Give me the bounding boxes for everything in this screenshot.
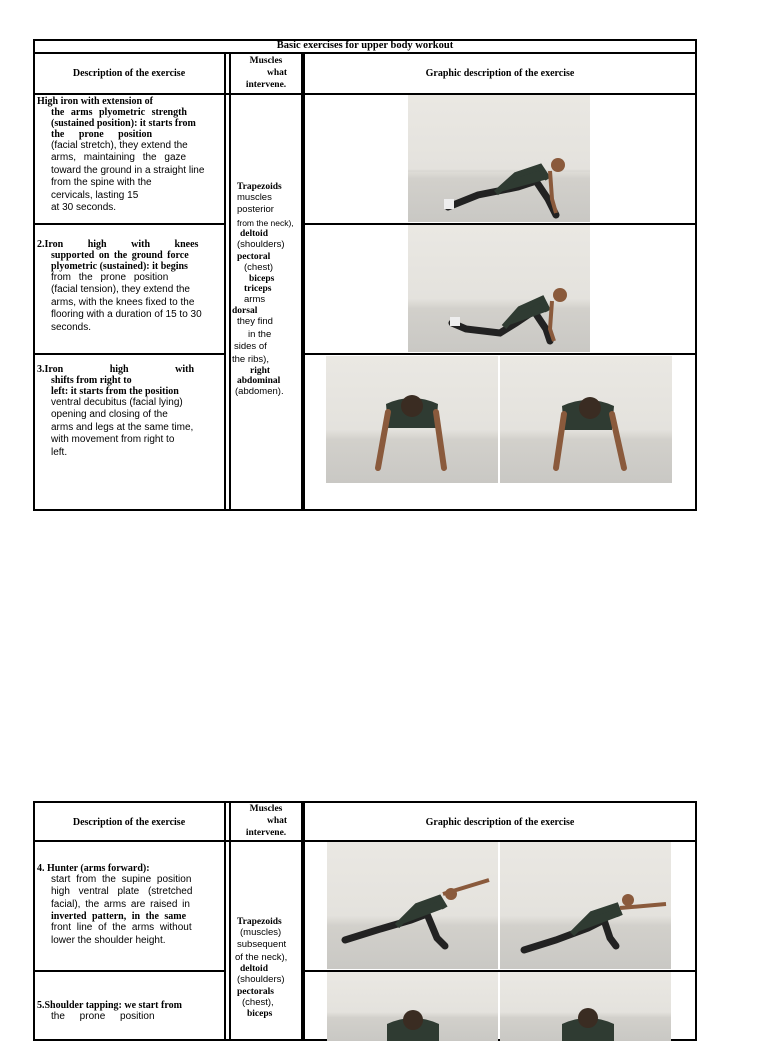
muscle-line: Trapezoids	[237, 917, 282, 927]
desc-line: the arms plyometric strength	[51, 107, 187, 118]
exercise-5-photo-a	[327, 972, 498, 1041]
desc-line: shifts from right to	[51, 375, 132, 386]
desc-line: lower the shoulder height.	[51, 934, 166, 946]
desc-line: 4. Hunter (arms forward):	[37, 863, 150, 874]
desc-line: High iron with extension of	[37, 96, 153, 107]
desc-line: cervicals, lasting 15	[51, 189, 139, 201]
desc-line: the prone position	[51, 129, 153, 140]
exercise-3-photo-b	[500, 356, 672, 483]
desc-line: left.	[51, 446, 68, 458]
table-title: Basic exercises for upper body workout	[276, 40, 454, 51]
muscle-line: of the neck),	[235, 951, 288, 963]
exercise-2-description	[37, 239, 223, 334]
desc-line: start from the supine position	[51, 874, 192, 885]
exercise-table-2	[33, 801, 697, 1041]
header-muscles-line: Muscles	[249, 804, 283, 814]
muscle-line: (shoulders)	[237, 239, 285, 251]
exercise-1-photo	[408, 95, 590, 222]
muscle-line: from the neck),	[237, 217, 294, 228]
desc-line: high ventral plate (stretched	[51, 886, 193, 898]
muscles-list	[232, 917, 300, 1019]
header-muscles-line: what	[266, 816, 288, 826]
exercise-4-photo-b	[500, 842, 671, 969]
header-description: Description of the exercise	[72, 816, 186, 828]
muscles-list	[232, 182, 300, 398]
muscle-line: biceps	[249, 274, 275, 285]
divider	[33, 223, 226, 225]
header-muscles-line: Muscles	[249, 56, 283, 66]
desc-line: plyometric (sustained): it begins	[51, 261, 188, 272]
desc-line: 2.Iron high with knees	[37, 239, 199, 250]
desc-line: facial), the arms are raised in	[51, 898, 190, 910]
muscle-line: posterior	[237, 204, 274, 216]
muscle-line: (chest),	[242, 996, 274, 1008]
header-muscles-line: intervene.	[245, 80, 287, 90]
desc-line: arms, maintaining the gaze	[51, 152, 187, 164]
muscle-line: sides of	[234, 341, 267, 353]
divider	[229, 52, 231, 511]
muscle-line: biceps	[247, 1009, 273, 1020]
divider	[303, 52, 305, 511]
desc-line: the prone position	[51, 1011, 155, 1022]
desc-line: toward the ground in a straight line	[51, 164, 205, 176]
muscle-line: pectoral	[237, 251, 271, 262]
desc-line: from the prone position	[51, 272, 169, 283]
muscle-line: abdominal	[237, 376, 281, 387]
muscle-line: Trapezoids	[237, 182, 282, 192]
header-muscles	[231, 803, 301, 839]
muscle-line: (abdomen).	[235, 386, 284, 398]
desc-line: left: it starts from the position	[51, 386, 179, 397]
exercise-3-description	[37, 364, 223, 459]
desc-line: inverted pattern, in the same	[51, 911, 187, 923]
divider	[303, 353, 697, 355]
desc-line: at 30 seconds.	[51, 202, 117, 214]
exercise-2-photo	[408, 225, 590, 352]
desc-line: seconds.	[51, 321, 92, 333]
divider	[224, 52, 226, 511]
desc-line: front line of the arms without	[51, 922, 192, 934]
muscle-line: (chest)	[244, 261, 274, 273]
muscle-line: in the	[248, 328, 272, 340]
divider	[33, 970, 226, 972]
header-graphic: Graphic description of the exercise	[425, 816, 575, 828]
desc-line: ventral decubitus (facial lying)	[51, 397, 183, 408]
header-muscles	[231, 55, 301, 91]
desc-line: from the spine with the	[51, 177, 152, 189]
header-muscles-line: intervene.	[245, 828, 287, 838]
desc-line: with movement from right to	[51, 434, 175, 446]
divider	[33, 353, 226, 355]
muscle-line: they find	[237, 316, 273, 328]
desc-line: (facial tension), they extend the	[51, 284, 190, 296]
muscle-line: subsequent	[237, 939, 287, 951]
desc-line: arms and legs at the same time,	[51, 421, 194, 433]
desc-line: (facial stretch), they extend the	[51, 140, 188, 151]
desc-line: (sustained position): it starts from	[51, 118, 196, 129]
muscle-line: arms	[244, 294, 266, 306]
desc-line: 5.Shoulder tapping: we start from	[37, 1000, 182, 1011]
desc-line: 3.Iron high with	[37, 364, 195, 375]
header-muscles-line: what	[266, 68, 288, 78]
exercise-3-photo-a	[326, 356, 498, 483]
muscle-line: triceps	[244, 284, 272, 295]
divider	[33, 93, 697, 95]
header-description: Description of the exercise	[72, 68, 186, 79]
desc-line: supported on the ground force	[51, 250, 189, 261]
header-graphic: Graphic description of the exercise	[425, 68, 575, 79]
muscle-line: muscles	[237, 192, 272, 203]
muscle-line: (muscles)	[240, 927, 282, 938]
exercise-4-description	[37, 863, 223, 947]
muscle-line: the ribs),	[232, 353, 269, 365]
exercise-5-photo-b	[500, 972, 671, 1041]
muscle-line: dorsal	[232, 306, 258, 317]
exercise-5-description	[37, 1000, 223, 1023]
muscle-line: right	[250, 366, 271, 377]
muscle-line: pectorals	[237, 986, 274, 997]
exercise-1-description	[37, 96, 223, 214]
muscle-line: deltoid	[240, 964, 268, 975]
muscle-line: (shoulders)	[237, 974, 285, 986]
exercise-4-photo-a	[327, 842, 498, 969]
muscle-line: deltoid	[240, 229, 268, 240]
desc-line: arms, with the knees fixed to the	[51, 296, 195, 308]
exercise-table-1	[33, 39, 697, 511]
desc-line: flooring with a duration of 15 to 30	[51, 309, 202, 321]
desc-line: opening and closing of the	[51, 409, 168, 421]
